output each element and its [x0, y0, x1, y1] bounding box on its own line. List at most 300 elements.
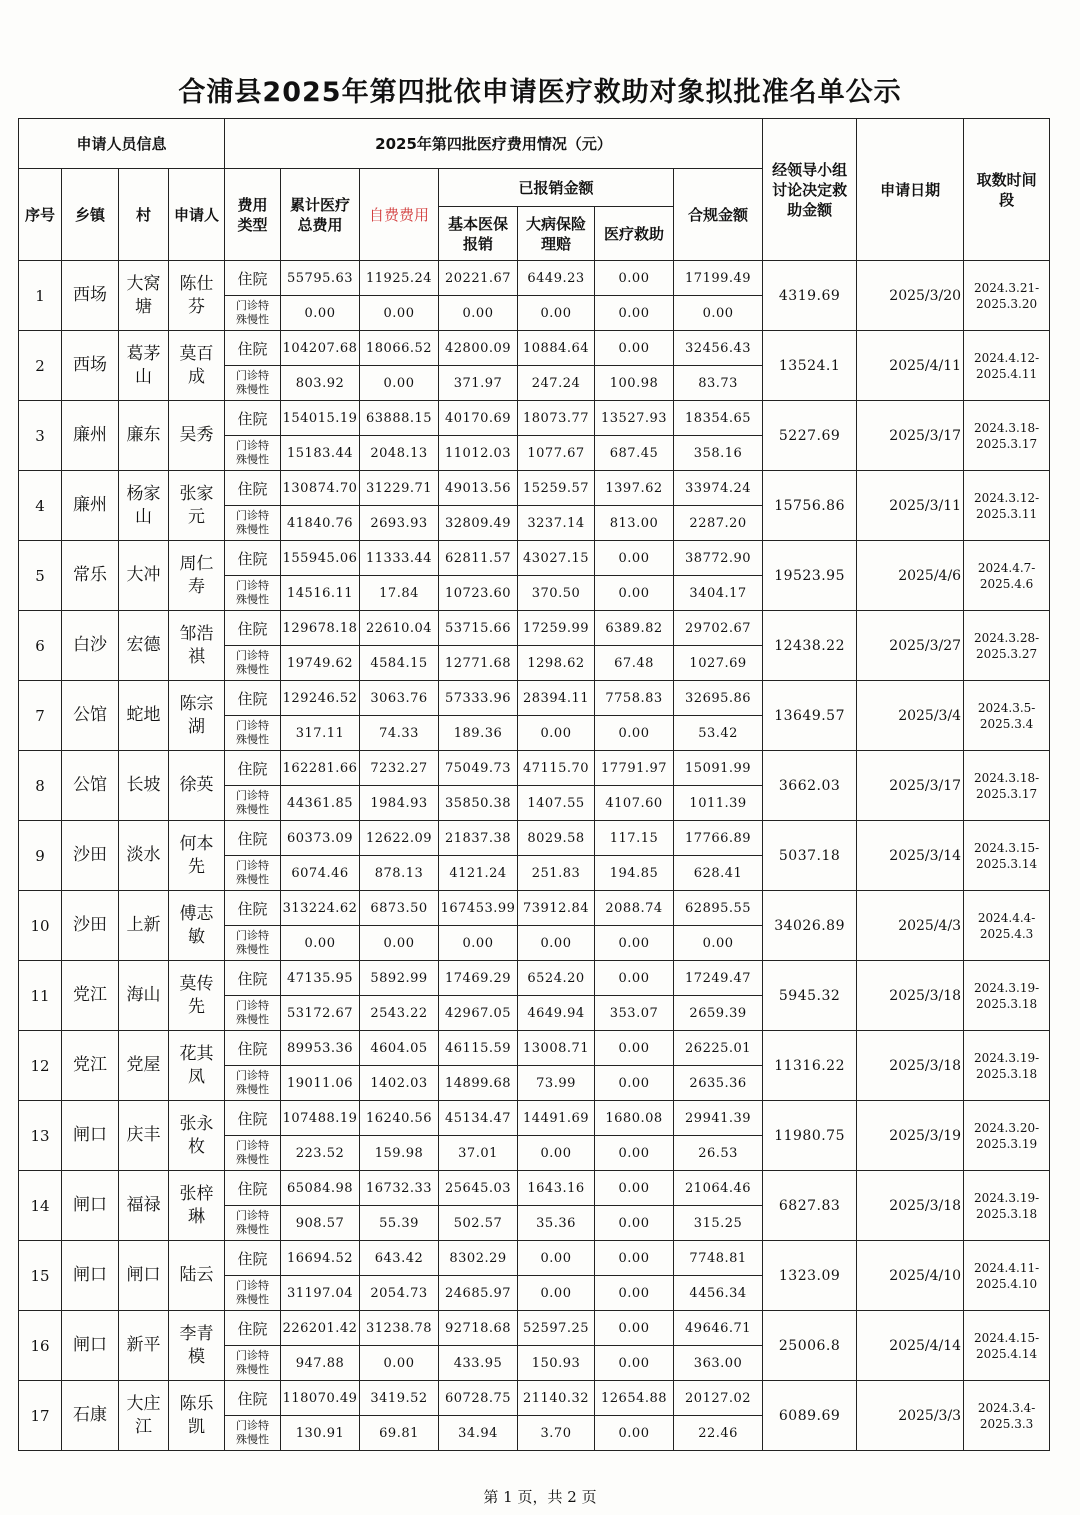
row-apply-date: 2025/3/19	[857, 1101, 964, 1171]
row-apply-date: 2025/3/18	[857, 961, 964, 1031]
outpatient-total-cost: 14516.11	[281, 576, 360, 611]
row-township: 公馆	[62, 681, 119, 751]
page-title: 合浦县2025年第四批依申请医疗救助对象拟批准名单公示	[178, 77, 902, 108]
outpatient-total-cost: 19749.62	[281, 646, 360, 681]
cost-type-outpatient: 门诊特殊慢性	[225, 436, 281, 471]
inpatient-basic-insurance: 8302.29	[439, 1241, 518, 1276]
inpatient-compliant: 15091.99	[674, 751, 763, 786]
period-start: 2024.4.15-	[974, 1330, 1040, 1345]
outpatient-self-pay: 55.39	[360, 1206, 439, 1241]
row-township: 常乐	[62, 541, 119, 611]
outpatient-compliant: 2635.36	[674, 1066, 763, 1101]
table-row-inpatient	[19, 1311, 1050, 1346]
outpatient-self-pay: 0.00	[360, 1346, 439, 1381]
row-apply-date: 2025/4/10	[857, 1241, 964, 1311]
inpatient-compliant: 62895.55	[674, 891, 763, 926]
period-end: 2025.4.3	[979, 926, 1034, 941]
outpatient-self-pay: 2054.73	[360, 1276, 439, 1311]
table-row-inpatient	[19, 891, 1050, 926]
row-approved-amount: 25006.8	[763, 1311, 857, 1381]
row-township: 西场	[62, 331, 119, 401]
outpatient-basic-insurance: 0.00	[439, 296, 518, 331]
cost-type-inpatient: 住院	[225, 961, 281, 996]
inpatient-medical-aid: 0.00	[595, 1171, 674, 1206]
inpatient-self-pay: 31229.71	[360, 471, 439, 506]
inpatient-medical-aid: 7758.83	[595, 681, 674, 716]
inpatient-critical-illness: 18073.77	[518, 401, 595, 436]
row-approved-amount: 13524.1	[763, 331, 857, 401]
cost-type-outpatient: 门诊特殊慢性	[225, 1276, 281, 1311]
inpatient-medical-aid: 0.00	[595, 961, 674, 996]
inpatient-basic-insurance: 92718.68	[439, 1311, 518, 1346]
row-seq: 13	[19, 1101, 62, 1171]
outpatient-total-cost: 0.00	[281, 926, 360, 961]
row-village: 新平	[119, 1311, 169, 1381]
row-seq: 3	[19, 401, 62, 471]
header-cost-type: 费用类型	[225, 169, 281, 261]
period-end: 2025.3.14	[976, 856, 1038, 871]
outpatient-basic-insurance: 37.01	[439, 1136, 518, 1171]
inpatient-medical-aid: 117.15	[595, 821, 674, 856]
inpatient-basic-insurance: 60728.75	[439, 1381, 518, 1416]
row-township: 廉州	[62, 471, 119, 541]
cost-type-inpatient: 住院	[225, 1101, 281, 1136]
row-applicant: 莫传先	[169, 961, 225, 1031]
cost-type-outpatient: 门诊特殊慢性	[225, 506, 281, 541]
outpatient-basic-insurance: 10723.60	[439, 576, 518, 611]
row-apply-date: 2025/3/11	[857, 471, 964, 541]
row-seq: 17	[19, 1381, 62, 1451]
header-compliant: 合规金额	[674, 169, 763, 261]
outpatient-compliant: 363.00	[674, 1346, 763, 1381]
inpatient-medical-aid: 0.00	[595, 1031, 674, 1066]
inpatient-total-cost: 118070.49	[281, 1381, 360, 1416]
outpatient-total-cost: 53172.67	[281, 996, 360, 1031]
period-start: 2024.3.20-	[974, 1120, 1040, 1135]
inpatient-critical-illness: 43027.15	[518, 541, 595, 576]
table-body	[19, 261, 1050, 1451]
row-apply-date: 2025/3/17	[857, 751, 964, 821]
page-footer: 第 1 页，共 2 页	[483, 1488, 597, 1506]
row-period	[964, 891, 1050, 961]
table-row-inpatient	[19, 1031, 1050, 1066]
outpatient-medical-aid: 67.48	[595, 646, 674, 681]
cost-type-inpatient: 住院	[225, 821, 281, 856]
table-row-inpatient	[19, 1171, 1050, 1206]
inpatient-total-cost: 226201.42	[281, 1311, 360, 1346]
header-period: 取数时间段	[964, 119, 1050, 261]
row-township: 闸口	[62, 1171, 119, 1241]
header-basic-insurance: 基本医保报销	[439, 207, 518, 261]
outpatient-self-pay: 2693.93	[360, 506, 439, 541]
header-seq: 序号	[19, 169, 62, 261]
cost-type-outpatient: 门诊特殊慢性	[225, 1416, 281, 1451]
row-applicant: 陈仕芬	[169, 261, 225, 331]
cost-type-inpatient: 住院	[225, 1171, 281, 1206]
row-township: 党江	[62, 961, 119, 1031]
inpatient-critical-illness: 21140.32	[518, 1381, 595, 1416]
period-start: 2024.3.19-	[974, 1190, 1040, 1205]
outpatient-medical-aid: 0.00	[595, 1066, 674, 1101]
row-apply-date: 2025/4/14	[857, 1311, 964, 1381]
row-village: 蛇地	[119, 681, 169, 751]
outpatient-self-pay: 69.81	[360, 1416, 439, 1451]
inpatient-basic-insurance: 167453.99	[439, 891, 518, 926]
inpatient-total-cost: 60373.09	[281, 821, 360, 856]
row-township: 廉州	[62, 401, 119, 471]
row-period	[964, 1171, 1050, 1241]
period-start: 2024.4.4-	[977, 910, 1036, 925]
inpatient-compliant: 21064.46	[674, 1171, 763, 1206]
inpatient-self-pay: 11925.24	[360, 261, 439, 296]
row-approved-amount: 1323.09	[763, 1241, 857, 1311]
outpatient-basic-insurance: 42967.05	[439, 996, 518, 1031]
inpatient-total-cost: 129678.18	[281, 611, 360, 646]
row-township: 白沙	[62, 611, 119, 681]
inpatient-total-cost: 16694.52	[281, 1241, 360, 1276]
row-village: 庆丰	[119, 1101, 169, 1171]
inpatient-medical-aid: 13527.93	[595, 401, 674, 436]
cost-type-inpatient: 住院	[225, 891, 281, 926]
inpatient-total-cost: 104207.68	[281, 331, 360, 366]
outpatient-total-cost: 19011.06	[281, 1066, 360, 1101]
outpatient-medical-aid: 0.00	[595, 296, 674, 331]
outpatient-critical-illness: 0.00	[518, 716, 595, 751]
period-start: 2024.3.18-	[974, 770, 1040, 785]
outpatient-medical-aid: 0.00	[595, 1346, 674, 1381]
inpatient-compliant: 18354.65	[674, 401, 763, 436]
row-period	[964, 1311, 1050, 1381]
outpatient-compliant: 83.73	[674, 366, 763, 401]
cost-type-outpatient: 门诊特殊慢性	[225, 996, 281, 1031]
inpatient-basic-insurance: 46115.59	[439, 1031, 518, 1066]
inpatient-total-cost: 47135.95	[281, 961, 360, 996]
row-period	[964, 401, 1050, 471]
inpatient-total-cost: 313224.62	[281, 891, 360, 926]
inpatient-medical-aid: 0.00	[595, 541, 674, 576]
inpatient-basic-insurance: 53715.66	[439, 611, 518, 646]
row-period	[964, 611, 1050, 681]
row-village: 福禄	[119, 1171, 169, 1241]
row-village: 海山	[119, 961, 169, 1031]
cost-type-inpatient: 住院	[225, 1381, 281, 1416]
inpatient-critical-illness: 6449.23	[518, 261, 595, 296]
row-applicant: 陆云	[169, 1241, 225, 1311]
outpatient-basic-insurance: 189.36	[439, 716, 518, 751]
outpatient-self-pay: 878.13	[360, 856, 439, 891]
outpatient-self-pay: 0.00	[360, 366, 439, 401]
period-end: 2025.3.17	[976, 436, 1038, 451]
header-reimbursed: 已报销金额	[439, 169, 674, 207]
inpatient-self-pay: 4604.05	[360, 1031, 439, 1066]
inpatient-critical-illness: 0.00	[518, 1241, 595, 1276]
period-end: 2025.4.10	[976, 1276, 1038, 1291]
period-start: 2024.3.19-	[974, 980, 1040, 995]
outpatient-medical-aid: 0.00	[595, 1206, 674, 1241]
header-critical-illness: 大病保险理赔	[518, 207, 595, 261]
period-start: 2024.3.5-	[977, 700, 1036, 715]
outpatient-total-cost: 15183.44	[281, 436, 360, 471]
cost-type-outpatient: 门诊特殊慢性	[225, 1346, 281, 1381]
row-seq: 8	[19, 751, 62, 821]
inpatient-basic-insurance: 45134.47	[439, 1101, 518, 1136]
inpatient-medical-aid: 1397.62	[595, 471, 674, 506]
row-apply-date: 2025/4/6	[857, 541, 964, 611]
outpatient-compliant: 2659.39	[674, 996, 763, 1031]
outpatient-basic-insurance: 32809.49	[439, 506, 518, 541]
period-end: 2025.3.3	[979, 1416, 1034, 1431]
row-village: 上新	[119, 891, 169, 961]
table-row-inpatient	[19, 1101, 1050, 1136]
outpatient-medical-aid: 194.85	[595, 856, 674, 891]
outpatient-basic-insurance: 502.57	[439, 1206, 518, 1241]
row-applicant: 周仁寿	[169, 541, 225, 611]
inpatient-basic-insurance: 49013.56	[439, 471, 518, 506]
row-apply-date: 2025/4/3	[857, 891, 964, 961]
table-row-inpatient	[19, 681, 1050, 716]
row-seq: 4	[19, 471, 62, 541]
row-township: 沙田	[62, 891, 119, 961]
inpatient-compliant: 38772.90	[674, 541, 763, 576]
outpatient-total-cost: 947.88	[281, 1346, 360, 1381]
row-seq: 5	[19, 541, 62, 611]
outpatient-critical-illness: 1407.55	[518, 786, 595, 821]
header-applicant: 申请人	[169, 169, 225, 261]
outpatient-compliant: 22.46	[674, 1416, 763, 1451]
period-start: 2024.3.28-	[974, 630, 1040, 645]
outpatient-medical-aid: 4107.60	[595, 786, 674, 821]
inpatient-compliant: 32456.43	[674, 331, 763, 366]
row-apply-date: 2025/3/4	[857, 681, 964, 751]
outpatient-total-cost: 317.11	[281, 716, 360, 751]
row-apply-date: 2025/3/18	[857, 1171, 964, 1241]
outpatient-medical-aid: 0.00	[595, 1416, 674, 1451]
outpatient-basic-insurance: 34.94	[439, 1416, 518, 1451]
header-township: 乡镇	[62, 169, 119, 261]
inpatient-basic-insurance: 62811.57	[439, 541, 518, 576]
inpatient-basic-insurance: 25645.03	[439, 1171, 518, 1206]
table-row-inpatient	[19, 1241, 1050, 1276]
inpatient-compliant: 7748.81	[674, 1241, 763, 1276]
outpatient-critical-illness: 370.50	[518, 576, 595, 611]
row-approved-amount: 3662.03	[763, 751, 857, 821]
outpatient-medical-aid: 0.00	[595, 576, 674, 611]
cost-type-inpatient: 住院	[225, 751, 281, 786]
outpatient-basic-insurance: 371.97	[439, 366, 518, 401]
inpatient-total-cost: 130874.70	[281, 471, 360, 506]
inpatient-critical-illness: 1643.16	[518, 1171, 595, 1206]
cost-type-outpatient: 门诊特殊慢性	[225, 1066, 281, 1101]
inpatient-total-cost: 65084.98	[281, 1171, 360, 1206]
outpatient-compliant: 628.41	[674, 856, 763, 891]
row-seq: 10	[19, 891, 62, 961]
row-village: 党屋	[119, 1031, 169, 1101]
cost-type-outpatient: 门诊特殊慢性	[225, 716, 281, 751]
cost-type-inpatient: 住院	[225, 681, 281, 716]
outpatient-basic-insurance: 24685.97	[439, 1276, 518, 1311]
outpatient-critical-illness: 0.00	[518, 1276, 595, 1311]
row-applicant: 李青模	[169, 1311, 225, 1381]
period-start: 2024.3.12-	[974, 490, 1040, 505]
inpatient-self-pay: 31238.78	[360, 1311, 439, 1346]
inpatient-basic-insurance: 42800.09	[439, 331, 518, 366]
outpatient-critical-illness: 0.00	[518, 926, 595, 961]
row-period	[964, 751, 1050, 821]
row-seq: 9	[19, 821, 62, 891]
outpatient-basic-insurance: 433.95	[439, 1346, 518, 1381]
header-self-pay: 自费费用	[360, 169, 439, 261]
row-village: 杨家山	[119, 471, 169, 541]
period-start: 2024.4.12-	[974, 350, 1040, 365]
row-seq: 1	[19, 261, 62, 331]
row-village: 大冲	[119, 541, 169, 611]
inpatient-medical-aid: 2088.74	[595, 891, 674, 926]
inpatient-medical-aid: 0.00	[595, 331, 674, 366]
period-start: 2024.3.15-	[974, 840, 1040, 855]
row-period	[964, 541, 1050, 611]
row-applicant: 邹浩祺	[169, 611, 225, 681]
outpatient-self-pay: 17.84	[360, 576, 439, 611]
row-period	[964, 331, 1050, 401]
inpatient-critical-illness: 15259.57	[518, 471, 595, 506]
row-township: 党江	[62, 1031, 119, 1101]
row-applicant: 张梓琳	[169, 1171, 225, 1241]
row-approved-amount: 15756.86	[763, 471, 857, 541]
outpatient-critical-illness: 0.00	[518, 296, 595, 331]
inpatient-self-pay: 12622.09	[360, 821, 439, 856]
row-period	[964, 1381, 1050, 1451]
row-applicant: 张永枚	[169, 1101, 225, 1171]
row-township: 石康	[62, 1381, 119, 1451]
period-end: 2025.4.11	[976, 366, 1038, 381]
outpatient-self-pay: 2048.13	[360, 436, 439, 471]
outpatient-medical-aid: 813.00	[595, 506, 674, 541]
row-seq: 15	[19, 1241, 62, 1311]
row-applicant: 陈宗湖	[169, 681, 225, 751]
outpatient-compliant: 315.25	[674, 1206, 763, 1241]
row-approved-amount: 5945.32	[763, 961, 857, 1031]
inpatient-critical-illness: 8029.58	[518, 821, 595, 856]
cost-type-inpatient: 住院	[225, 541, 281, 576]
row-seq: 2	[19, 331, 62, 401]
period-end: 2025.3.18	[976, 1206, 1038, 1221]
row-apply-date: 2025/3/27	[857, 611, 964, 681]
row-period	[964, 1241, 1050, 1311]
header-cost-section: 2025年第四批医疗费用情况（元）	[225, 119, 763, 169]
outpatient-critical-illness: 247.24	[518, 366, 595, 401]
inpatient-compliant: 29941.39	[674, 1101, 763, 1136]
period-end: 2025.3.4	[979, 716, 1034, 731]
outpatient-compliant: 2287.20	[674, 506, 763, 541]
outpatient-basic-insurance: 14899.68	[439, 1066, 518, 1101]
row-approved-amount: 11980.75	[763, 1101, 857, 1171]
outpatient-medical-aid: 0.00	[595, 1136, 674, 1171]
outpatient-self-pay: 1984.93	[360, 786, 439, 821]
period-start: 2024.3.4-	[977, 1400, 1036, 1415]
row-approved-amount: 5037.18	[763, 821, 857, 891]
outpatient-compliant: 53.42	[674, 716, 763, 751]
inpatient-compliant: 17199.49	[674, 261, 763, 296]
outpatient-medical-aid: 100.98	[595, 366, 674, 401]
header-apply-date: 申请日期	[857, 119, 964, 261]
row-period	[964, 681, 1050, 751]
row-applicant: 吴秀	[169, 401, 225, 471]
outpatient-basic-insurance: 4121.24	[439, 856, 518, 891]
inpatient-compliant: 49646.71	[674, 1311, 763, 1346]
table-row-inpatient	[19, 261, 1050, 296]
cost-type-inpatient: 住院	[225, 331, 281, 366]
inpatient-self-pay: 11333.44	[360, 541, 439, 576]
outpatient-medical-aid: 687.45	[595, 436, 674, 471]
inpatient-basic-insurance: 57333.96	[439, 681, 518, 716]
row-applicant: 花其凤	[169, 1031, 225, 1101]
inpatient-medical-aid: 0.00	[595, 1311, 674, 1346]
inpatient-critical-illness: 6524.20	[518, 961, 595, 996]
row-seq: 11	[19, 961, 62, 1031]
period-end: 2025.3.19	[976, 1136, 1038, 1151]
row-applicant: 莫百成	[169, 331, 225, 401]
period-start: 2024.4.7-	[977, 560, 1036, 575]
outpatient-critical-illness: 35.36	[518, 1206, 595, 1241]
table-row-inpatient	[19, 471, 1050, 506]
inpatient-total-cost: 89953.36	[281, 1031, 360, 1066]
outpatient-self-pay: 74.33	[360, 716, 439, 751]
inpatient-medical-aid: 12654.88	[595, 1381, 674, 1416]
table-row-inpatient	[19, 821, 1050, 856]
period-start: 2024.4.11-	[974, 1260, 1040, 1275]
inpatient-total-cost: 107488.19	[281, 1101, 360, 1136]
row-period	[964, 1101, 1050, 1171]
inpatient-medical-aid: 1680.08	[595, 1101, 674, 1136]
row-township: 公馆	[62, 751, 119, 821]
inpatient-total-cost: 55795.63	[281, 261, 360, 296]
row-seq: 14	[19, 1171, 62, 1241]
outpatient-self-pay: 2543.22	[360, 996, 439, 1031]
cost-type-outpatient: 门诊特殊慢性	[225, 576, 281, 611]
cost-type-inpatient: 住院	[225, 1031, 281, 1066]
period-start: 2024.3.18-	[974, 420, 1040, 435]
outpatient-total-cost: 0.00	[281, 296, 360, 331]
inpatient-self-pay: 5892.99	[360, 961, 439, 996]
period-end: 2025.3.27	[976, 646, 1038, 661]
row-approved-amount: 11316.22	[763, 1031, 857, 1101]
period-end: 2025.3.20	[976, 296, 1038, 311]
row-seq: 16	[19, 1311, 62, 1381]
table-row-inpatient	[19, 611, 1050, 646]
table-row-inpatient	[19, 751, 1050, 786]
inpatient-basic-insurance: 21837.38	[439, 821, 518, 856]
cost-type-outpatient: 门诊特殊慢性	[225, 1206, 281, 1241]
inpatient-basic-insurance: 20221.67	[439, 261, 518, 296]
outpatient-total-cost: 44361.85	[281, 786, 360, 821]
row-applicant: 何本先	[169, 821, 225, 891]
outpatient-total-cost: 223.52	[281, 1136, 360, 1171]
header-total-cost: 累计医疗总费用	[281, 169, 360, 261]
outpatient-critical-illness: 3.70	[518, 1416, 595, 1451]
cost-type-inpatient: 住院	[225, 471, 281, 506]
cost-type-inpatient: 住院	[225, 1241, 281, 1276]
inpatient-medical-aid: 0.00	[595, 261, 674, 296]
inpatient-total-cost: 155945.06	[281, 541, 360, 576]
inpatient-self-pay: 63888.15	[360, 401, 439, 436]
table-row-inpatient	[19, 331, 1050, 366]
inpatient-basic-insurance: 75049.73	[439, 751, 518, 786]
inpatient-self-pay: 22610.04	[360, 611, 439, 646]
row-township: 闸口	[62, 1311, 119, 1381]
row-applicant: 陈乐凯	[169, 1381, 225, 1451]
outpatient-medical-aid: 353.07	[595, 996, 674, 1031]
row-approved-amount: 12438.22	[763, 611, 857, 681]
